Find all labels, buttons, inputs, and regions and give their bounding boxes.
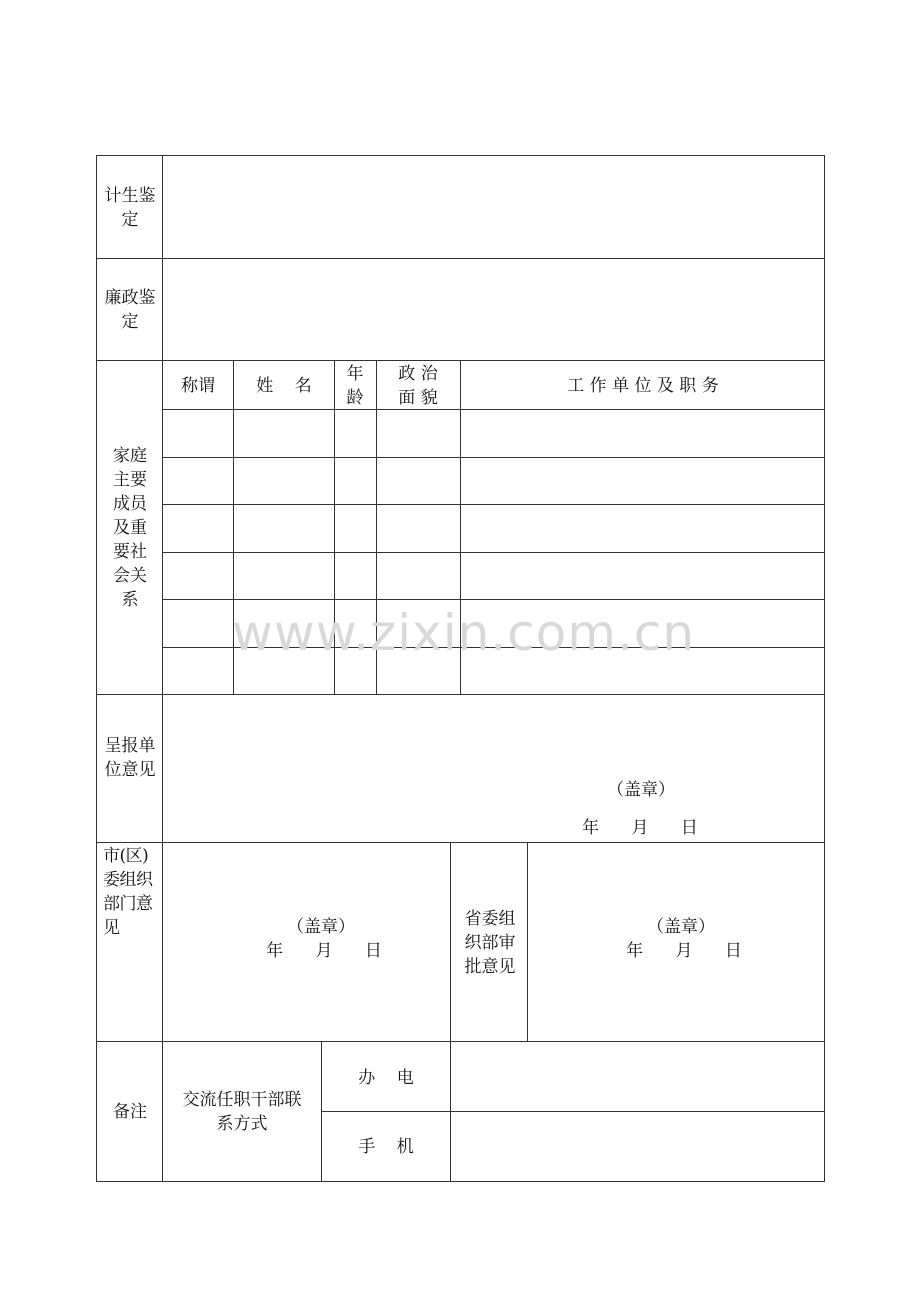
row-divider (96, 258, 825, 259)
contact-divider (450, 1041, 451, 1182)
city-org-seal: （盖章） (287, 917, 355, 937)
contact-label: 交流任职干部联系方式 (182, 1090, 302, 1134)
form-top-border (96, 155, 825, 156)
family-planning-label: 计生鉴定 (104, 186, 156, 230)
provincial-org-dept-label: 省委组织部审批意见 (464, 909, 516, 977)
header-work-unit: 工 作 单 位 及 职 务 (567, 376, 719, 396)
office-phone-label: 办 电 (358, 1068, 414, 1088)
submitting-unit-date: 年 月 日 (582, 818, 698, 838)
approval-divider (527, 842, 528, 1042)
contact-divider (321, 1111, 825, 1112)
header-relation: 称谓 (181, 376, 215, 396)
watermark: www.zixin.com.cn (232, 604, 696, 662)
family-row-divider (162, 599, 825, 600)
contact-divider (321, 1041, 322, 1182)
header-political-status: 政 治 面 貌 (398, 364, 438, 408)
integrity-label: 廉政鉴定 (104, 288, 156, 332)
city-org-date: 年 月 日 (266, 941, 382, 961)
submitting-unit-seal: （盖章） (607, 780, 675, 800)
submitting-unit-label: 呈报单位意见 (104, 736, 156, 780)
family-row-divider (162, 552, 825, 553)
header-name: 姓 名 (256, 376, 312, 396)
row-divider (96, 1041, 825, 1042)
provincial-org-date: 年 月 日 (626, 941, 742, 961)
approval-divider (450, 842, 451, 1042)
family-row-divider (162, 504, 825, 505)
mobile-label: 手 机 (358, 1137, 414, 1157)
city-org-dept-label: 市(区)委组织部门意见 (103, 846, 153, 938)
form-left-border (96, 155, 97, 1182)
form-right-border (824, 155, 825, 1182)
label-column-divider (162, 155, 163, 1182)
family-members-label: 家庭主要成员及重要社会关系 (113, 446, 147, 610)
family-header-divider (162, 409, 825, 410)
provincial-org-seal: （盖章） (647, 917, 715, 937)
remarks-label: 备注 (113, 1102, 147, 1122)
header-age: 年龄 (346, 364, 364, 408)
row-divider (96, 842, 825, 843)
family-row-divider (162, 457, 825, 458)
form-bottom-border (96, 1181, 825, 1182)
